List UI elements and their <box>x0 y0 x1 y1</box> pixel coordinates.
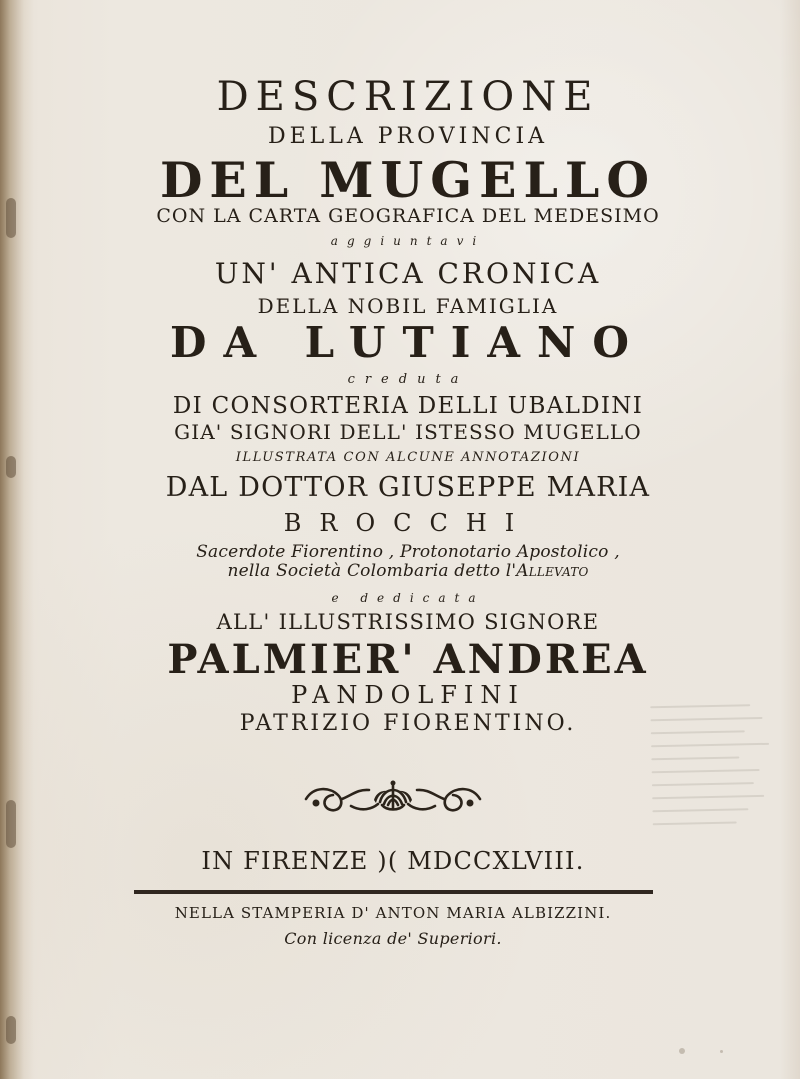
title-line-dedicated: e dedicata <box>331 591 485 605</box>
title-line-brocchi: BROCCHI <box>283 509 533 537</box>
printer-line: NELLA STAMPERIA D' ANTON MARIA ALBIZZINI. <box>174 904 612 922</box>
title-line-added: aggiuntavi <box>330 234 486 248</box>
binding-mark <box>6 1016 16 1044</box>
title-line-map: CON LA CARTA GEOGRAFICA DEL MEDESIMO <box>156 205 660 227</box>
binding-mark <box>6 198 16 238</box>
title-line-believed: creduta <box>347 372 469 387</box>
title-line-consorteria: DI CONSORTERIA DELLI UBALDINI <box>172 393 644 419</box>
paper-spot <box>720 1050 723 1053</box>
title-line-family: DELLA NOBIL FAMIGLIA <box>257 294 559 318</box>
binding-edge <box>0 0 34 1079</box>
title-line-palmier: PALMIER' ANDREA <box>167 636 649 683</box>
paper-spot <box>679 1048 685 1054</box>
title-line-description: DESCRIZIONE <box>216 74 600 120</box>
printer-ornament-icon <box>296 775 490 821</box>
publication-place-year: IN FIRENZE )( MDCCXLVIII. <box>201 847 585 875</box>
title-line-lutiano: DA LUTIANO <box>170 318 646 367</box>
title-line-illustrated: ILLUSTRATA CON ALCUNE ANNOTAZIONI <box>235 450 581 465</box>
society-text: nella Società Colombaria detto l' <box>227 561 517 581</box>
binding-mark <box>6 800 16 848</box>
binding-mark <box>6 456 16 478</box>
title-line-mugello: DEL MUGELLO <box>159 151 657 209</box>
title-line-illustrious: ALL' ILLUSTRISSIMO SIGNORE <box>216 610 600 634</box>
title-line-pandolfini: PANDOLFINI <box>291 681 525 709</box>
title-line-lords: GIA' SIGNORI DELL' ISTESSO MUGELLO <box>174 420 642 444</box>
title-line-patrician: PATRIZIO FIORENTINO. <box>239 711 577 736</box>
license-line: Con licenza de' Superiori. <box>284 929 502 948</box>
title-line-priest: Sacerdote Fiorentino , Protonotario Apostolico , <box>196 542 620 562</box>
title-line-chronicle: UN' ANTICA CRONICA <box>214 257 602 290</box>
imprint-rule <box>134 890 653 894</box>
imprint-block <box>128 847 658 948</box>
society-nickname: Allevato <box>516 561 589 581</box>
title-line-doctor: DAL DOTTOR GIUSEPPE MARIA <box>165 472 651 503</box>
title-block <box>118 74 698 736</box>
title-line-society <box>118 563 698 580</box>
title-line-province: DELLA PROVINCIA <box>267 124 549 149</box>
